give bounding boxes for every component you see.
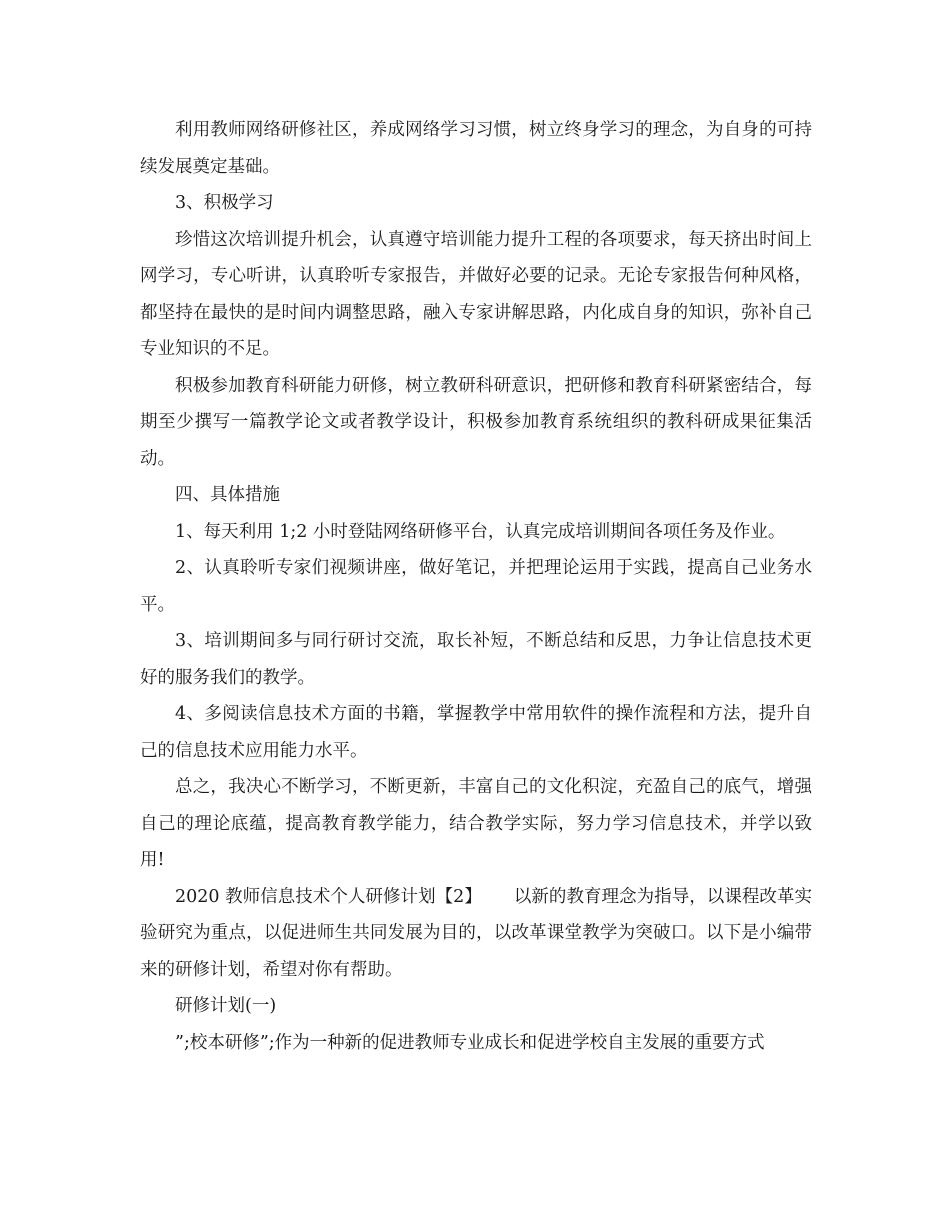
paragraph-research-ability: 积极参加教育科研能力研修，树立教研科研意识，把研修和教育科研紧密结合，每期至少撰写一篇教学论文或者教学设计，积极参加教育系统组织的教科研成果征集活动。 xyxy=(140,375,812,469)
paragraph-school-based-research: ”;校本研修”;作为一种新的促进教师专业成长和促进学校自主发展的重要方式 xyxy=(175,1032,765,1053)
paragraph-conclusion: 总之，我决心不断学习，不断更新，丰富自己的文化积淀，充盈自己的底气，增强自己的理论底蕴，提高教育教学能力，结合教学实际，努力学习信息技术，并学以致用! xyxy=(140,777,812,870)
paragraph-cherish-opportunity: 珍惜这次培训提升机会，认真遵守培训能力提升工程的各项要求，每天挤出时间上网学习，专心听讲，认真聆听专家报告，并做好必要的记录。无论专家报告何种风格，都坚持在最快的是时间内调整思路，融入专家讲解思路，内化成自身的知识，弥补自己专业知识的不足。 xyxy=(140,229,812,359)
heading-active-learning: 3、积极学习 xyxy=(175,193,274,213)
paragraph-plan-2-intro: 2020 教师信息技术个人研修计划【2】 以新的教育理念为指导，以课程改革实验研究为重点，以促进师生共同发展为目的，以改革课堂教学为突破口。以下是小编带来的研修计划，希望对你有帮助。 xyxy=(140,886,812,980)
heading-plan-one: 研修计划(一) xyxy=(175,996,277,1016)
paragraph-measure-2: 2、认真聆听专家们视频讲座，做好笔记，并把理论运用于实践，提高自己业务水平。 xyxy=(140,558,812,615)
paragraph-measure-1: 1、每天利用 1;2 小时登陆网络研修平台，认真完成培训期间各项任务及作业。 xyxy=(175,521,786,542)
paragraph-measure-4: 4、多阅读信息技术方面的书籍，掌握教学中常用软件的操作流程和方法，提升自己的信息技术应用能力水平。 xyxy=(140,704,812,761)
paragraph-network-habit: 利用教师网络研修社区，养成网络学习习惯，树立终身学习的理念，为自身的可持续发展奠定基础。 xyxy=(140,120,812,177)
paragraph-measure-3: 3、培训期间多与同行研讨交流，取长补短，不断总结和反思，力争让信息技术更好的服务我们的教学。 xyxy=(140,631,812,688)
document-page xyxy=(140,112,812,1061)
heading-specific-measures: 四、具体措施 xyxy=(175,485,280,505)
